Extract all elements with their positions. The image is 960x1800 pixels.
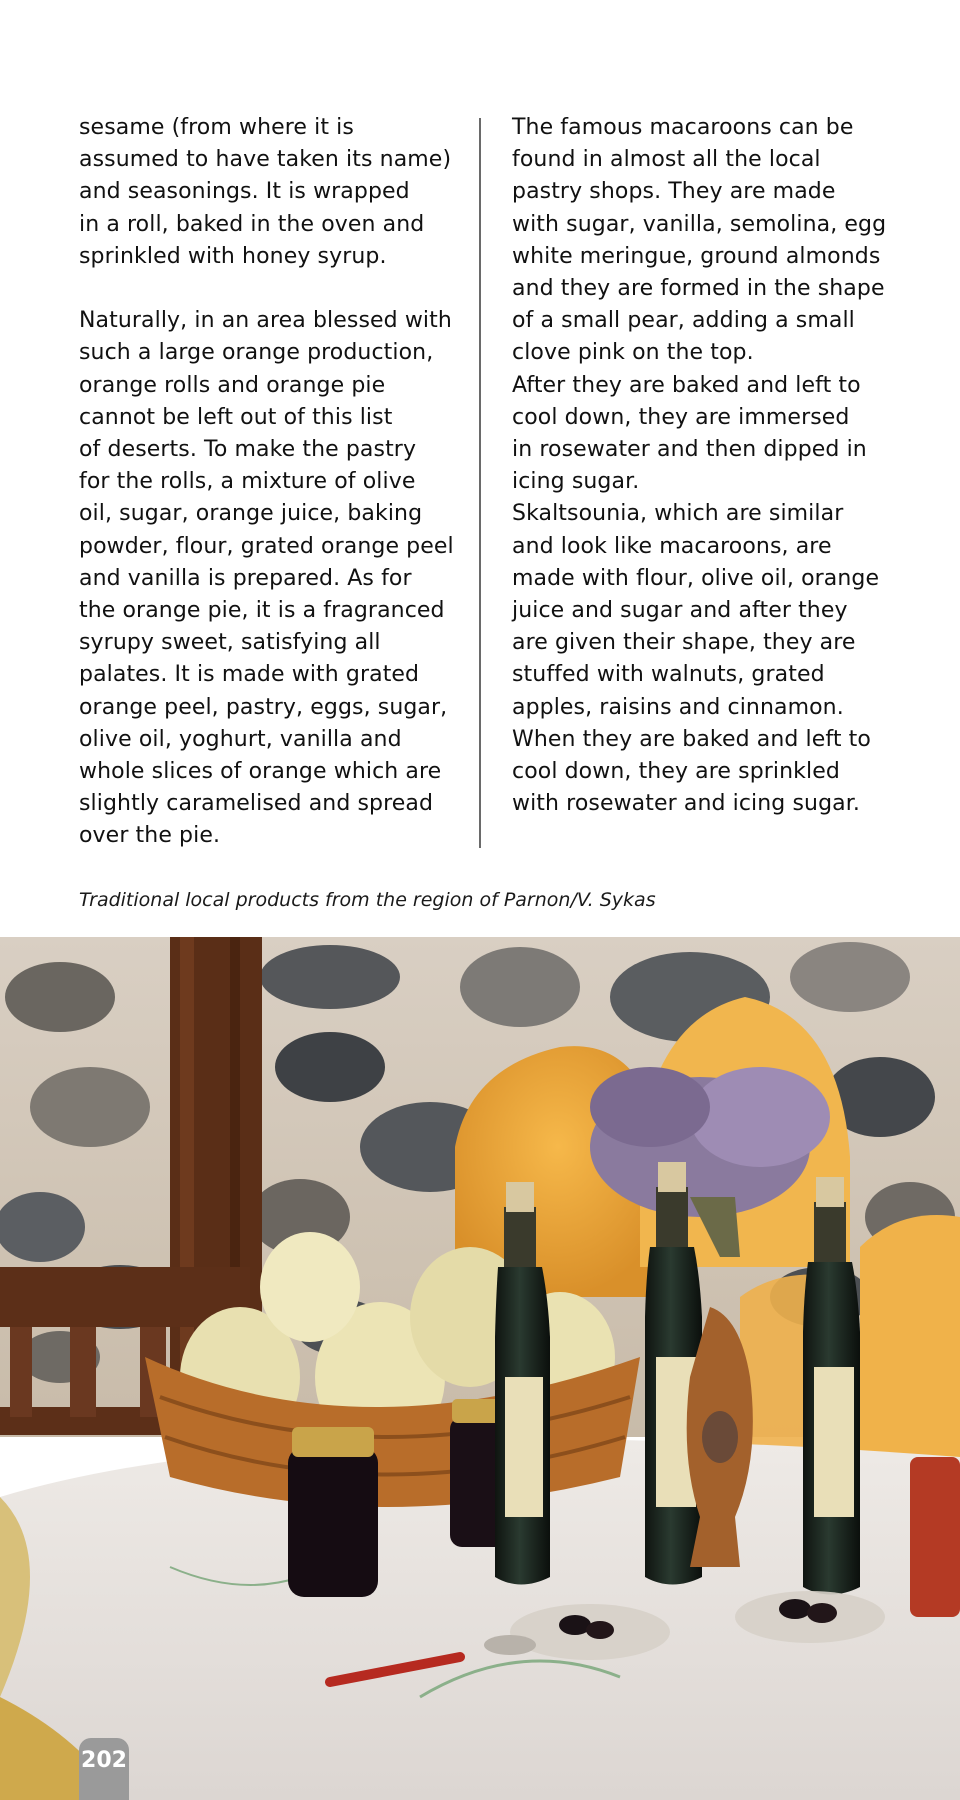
text-line: The famous macaroons can be xyxy=(512,115,854,140)
text-line: stuffed with walnuts, grated xyxy=(512,662,825,688)
text-line: found in almost all the local xyxy=(512,147,821,173)
text-line: syrupy sweet, satisfying all xyxy=(79,630,381,656)
text-line: cool down, they are immersed xyxy=(512,404,850,430)
text-line: and they are formed in the shape xyxy=(512,276,885,302)
products-photo xyxy=(0,937,960,1800)
text-line: with sugar, vanilla, semolina, egg xyxy=(512,211,887,237)
text-line: with rosewater and icing sugar. xyxy=(512,791,860,817)
text-line: whole slices of orange which are xyxy=(79,759,442,785)
text-line: pastry shops. They are made xyxy=(512,179,836,205)
text-line: orange rolls and orange pie xyxy=(79,372,386,398)
text-line: such a large orange production, xyxy=(79,340,434,366)
text-line: orange peel, pastry, eggs, sugar, xyxy=(79,694,448,720)
text-line: of a small pear, adding a small xyxy=(512,308,855,334)
text-line: olive oil, yoghurt, vanilla and xyxy=(79,726,402,752)
text-line: After they are baked and left to xyxy=(512,372,861,398)
text-line: juice and sugar and after they xyxy=(512,598,848,624)
text-line: clove pink on the top. xyxy=(512,340,754,366)
page-number-badge xyxy=(79,1738,129,1800)
left-text-column xyxy=(79,112,474,853)
text-line: in a roll, baked in the oven and xyxy=(79,211,425,237)
text-line: are given their shape, they are xyxy=(512,630,856,656)
text-line: and look like macaroons, are xyxy=(512,533,832,559)
dish-with-prunes-2 xyxy=(735,1591,885,1643)
photo-caption: Traditional local products from the region of Parnon/V. Sykas xyxy=(79,889,656,911)
paragraph-gap xyxy=(79,273,474,305)
text-line: icing sugar. xyxy=(512,469,640,495)
text-line: slightly caramelised and spread xyxy=(79,791,434,817)
text-line: sprinkled with honey syrup. xyxy=(79,243,387,269)
dish-with-prunes-1 xyxy=(510,1604,670,1660)
text-line: oil, sugar, orange juice, baking xyxy=(79,501,423,527)
text-line: for the rolls, a mixture of olive xyxy=(79,469,416,495)
text-line: apples, raisins and cinnamon. xyxy=(512,694,844,720)
text-line: sesame (from where it is xyxy=(79,115,354,140)
text-line: assumed to have taken its name) xyxy=(79,147,452,173)
text-line: the orange pie, it is a fragranced xyxy=(79,598,445,624)
right-text-column xyxy=(512,112,912,820)
text-line: When they are baked and left to xyxy=(512,726,871,752)
text-line: powder, flour, grated orange peel xyxy=(79,533,454,559)
text-line: and vanilla is prepared. As for xyxy=(79,565,412,591)
column-divider xyxy=(479,118,481,848)
text-line: of deserts. To make the pastry xyxy=(79,437,417,463)
text-line: made with flour, olive oil, orange xyxy=(512,565,880,591)
text-line: cool down, they are sprinkled xyxy=(512,759,840,785)
preserve-jar xyxy=(910,1457,960,1617)
honey-jar-large xyxy=(288,1427,378,1597)
text-line: over the pie. xyxy=(79,823,221,849)
text-line: white meringue, ground almonds xyxy=(512,243,881,269)
text-line: Naturally, in an area blessed with xyxy=(79,308,452,334)
text-line: in rosewater and then dipped in xyxy=(512,437,867,463)
text-line: palates. It is made with grated xyxy=(79,662,420,688)
text-line: cannot be left out of this list xyxy=(79,404,393,430)
text-line: and seasonings. It is wrapped xyxy=(79,179,410,205)
text-line: Skaltsounia, which are similar xyxy=(512,501,844,527)
page-number: 202 xyxy=(81,1748,127,1773)
